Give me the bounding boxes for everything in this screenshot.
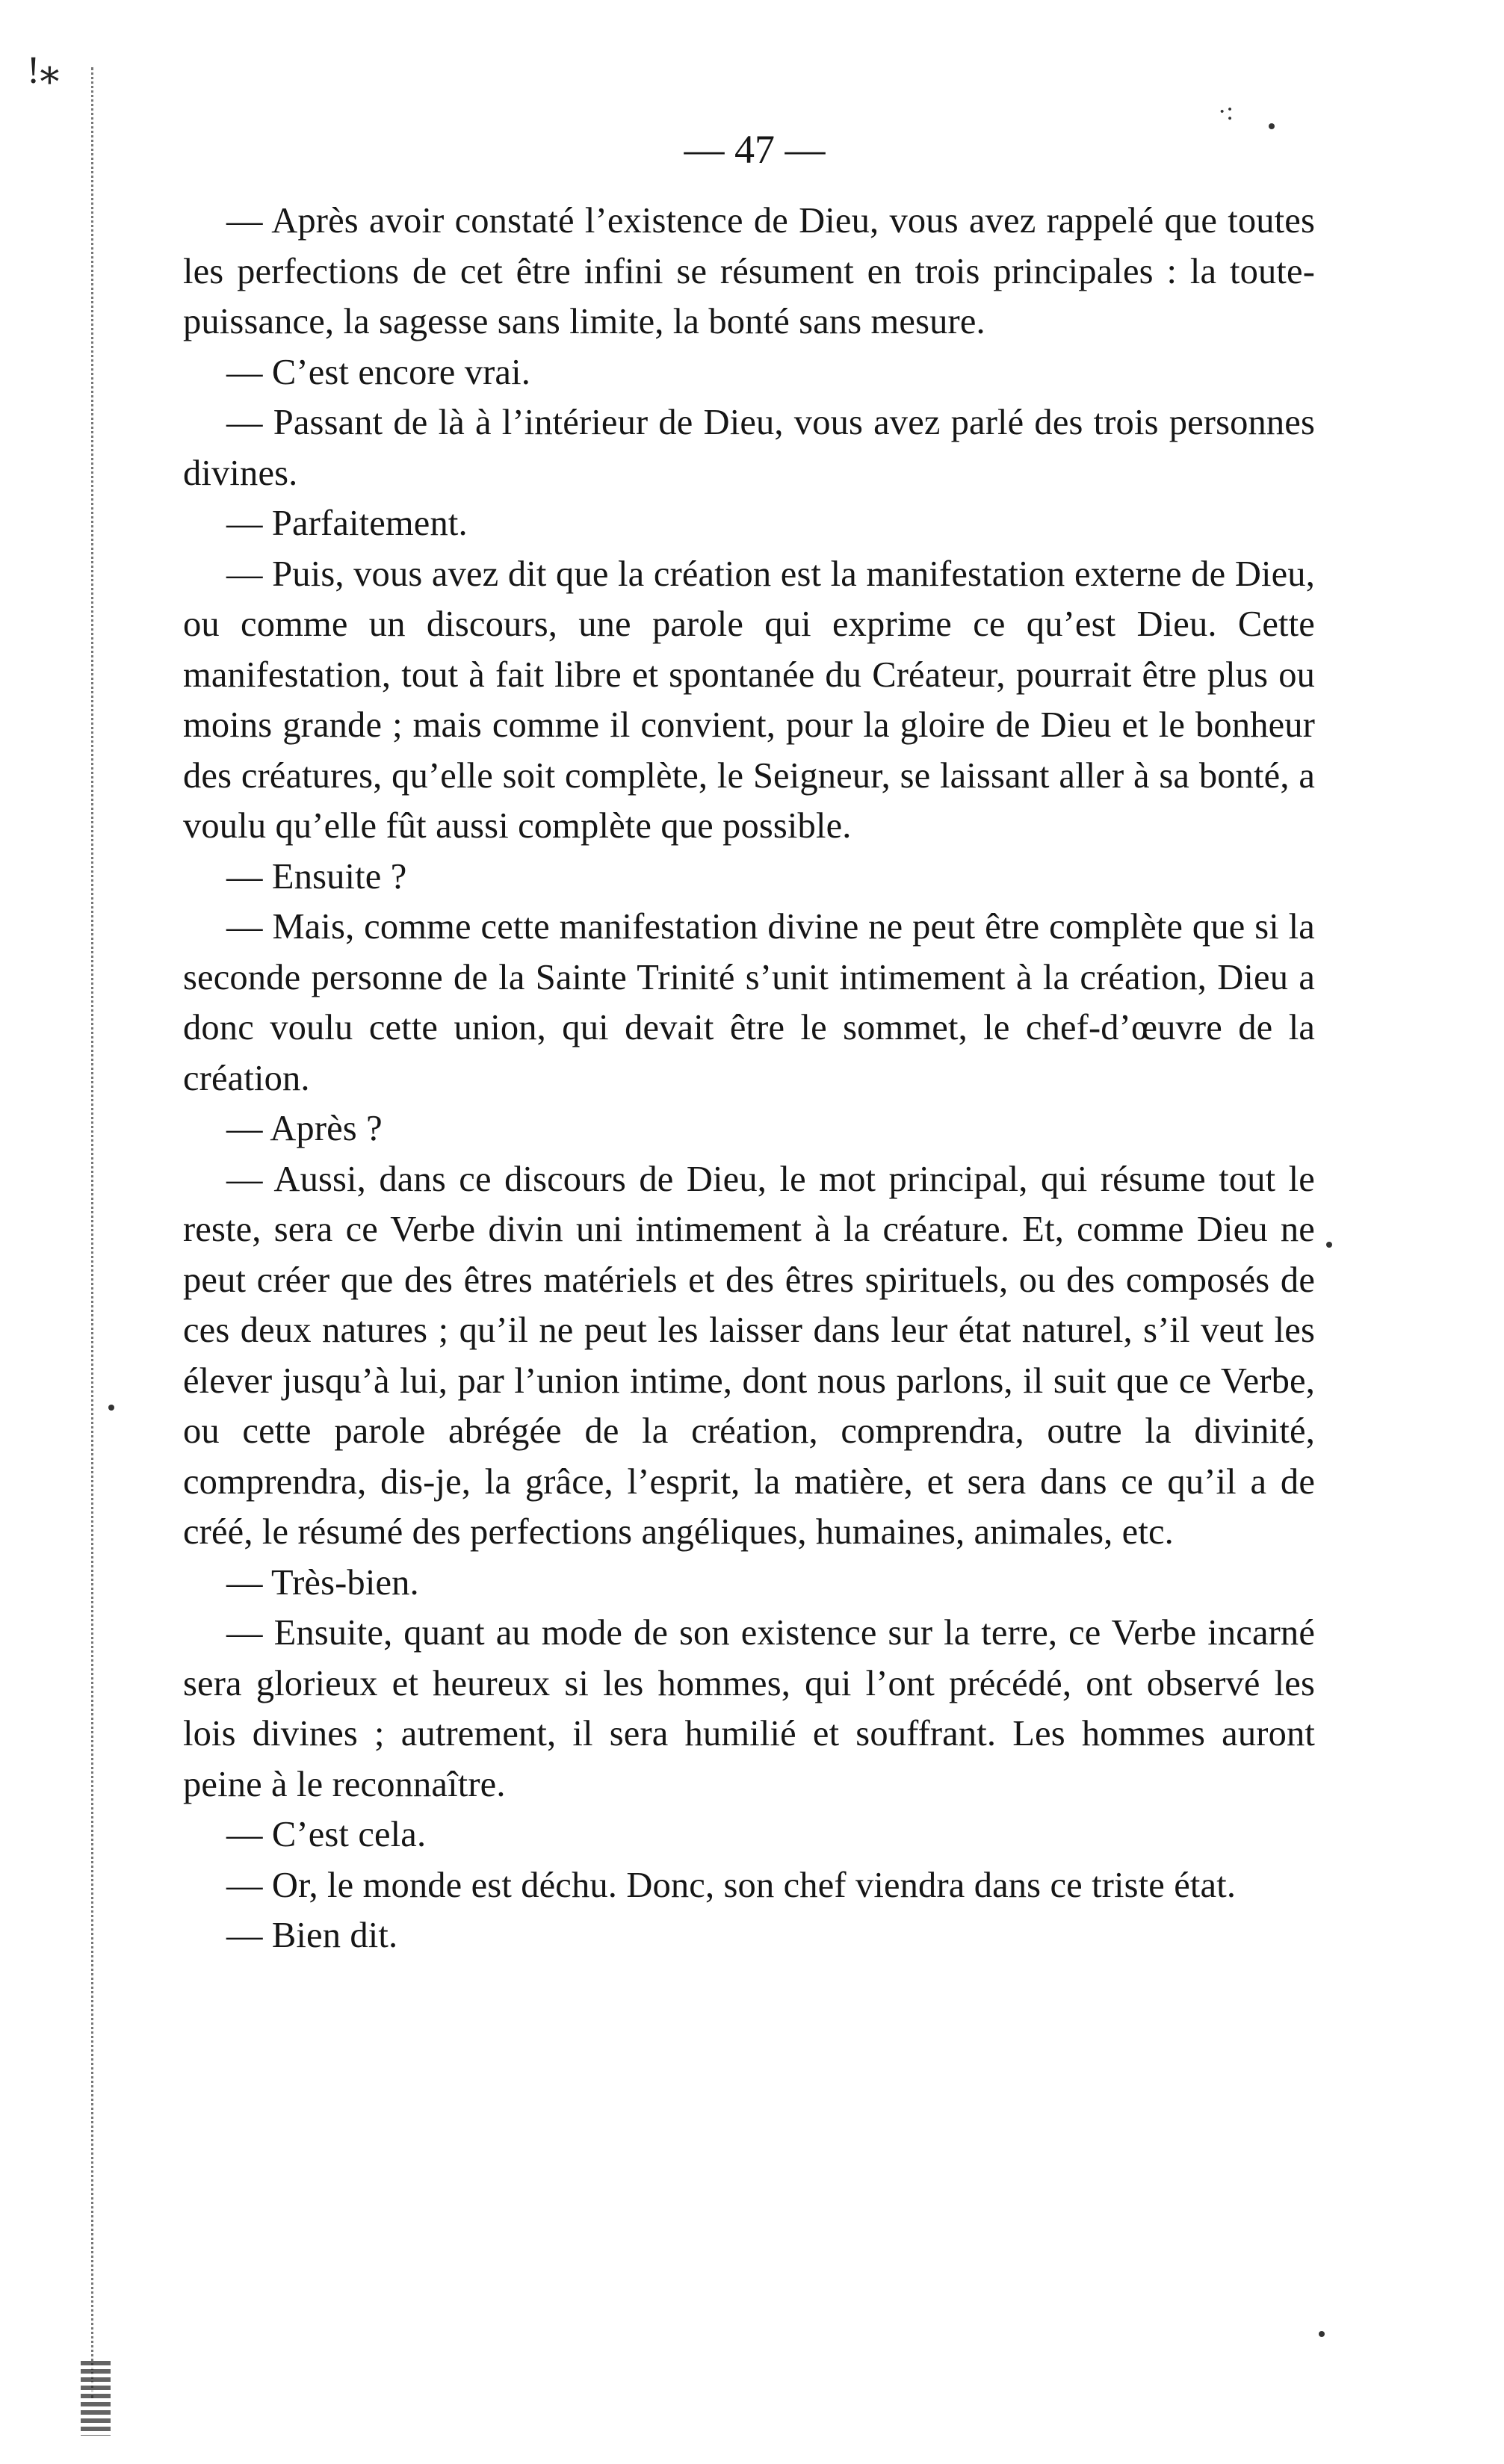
margin-speck — [1319, 2331, 1325, 2337]
paragraph-2: — C’est encore vrai. — [226, 352, 531, 392]
dialogue-text — [183, 196, 1315, 1961]
paragraph-1: — Après avoir constaté l’existence de Dieu, vous avez rappelé que toutes les perfections de cet être infini se résument en trois principales : la toute-puissance, la sagesse sans limite, la bonté sans mesure. — [183, 201, 1315, 341]
paragraph-8: — Après ? — [226, 1109, 383, 1148]
paragraph-4: — Parfaitement. — [226, 504, 468, 543]
binding-mark-top: !⁎ — [27, 49, 60, 92]
binding-edge-dots — [91, 67, 93, 2398]
page-number: — 47 — — [684, 127, 826, 172]
paragraph-12: — C’est cela. — [226, 1815, 427, 1854]
margin-speck — [1326, 1242, 1332, 1248]
paragraph-5: — Puis, vous avez dit que la création est la manifestation externe de Dieu, ou comme un discours, une parole qui exprime ce qu’est Dieu. Cette manifestation, tout à fait libre et spontanée du Créateur, pourrait être plus ou moins grande ; mais comme il convient, pour la gloire de Dieu et le bonheur des créatures, qu’elle soit complète, le Seigneur, se laissant aller à sa bonté, a voulu qu’elle fût aussi complète que possible. — [183, 554, 1315, 846]
paragraph-10: — Très-bien. — [226, 1562, 419, 1603]
margin-speck — [108, 1405, 114, 1411]
margin-mark: ·: — [1218, 98, 1234, 126]
paragraph-11: — Ensuite, quant au mode de son existence sur la terre, ce Verbe incarné sera glorieux et heureux si les hommes, qui l’ont précédé, ont observé les lois divines ; autrement, il sera humilié et souffrant. Les hommes auront peine à le reconnaître. — [183, 1613, 1315, 1804]
paragraph-13: — Or, le monde est déchu. Donc, son chef viendra dans ce triste état. — [226, 1865, 1237, 1905]
paragraph-9: — Aussi, dans ce discours de Dieu, le mot principal, qui résume tout le reste, sera ce Verbe divin uni intimement à la créature. Et, comme Dieu ne peut créer que des êtres matériels et des êtres spirituels, ou des composés de ces deux natures ; qu’il ne peut les laisser dans leur état naturel, s’il veut les élever jusqu’à lui, par l’union intime, dont nous parlons, il suit que ce Verbe, ou cette parole abrégée de la création, comprendra, outre la divinité, comprendra, dis-je, la grâce, l’esprit, la matière, et sera dans ce qu’il a de créé, le résumé des perfections angéliques, humaines, animales, etc. — [183, 1159, 1315, 1552]
paragraph-7: — Mais, comme cette manifestation divine ne peut être complète que si la seconde personne de la Sainte Trinité s’unit intimement à la création, Dieu a donc voulu cette union, qui devait être le sommet, le chef-d’œuvre de la création. — [183, 907, 1315, 1098]
paragraph-14: — Bien dit. — [226, 1916, 398, 1955]
paragraph-6: — Ensuite ? — [226, 856, 407, 897]
paragraph-3: — Passant de là à l’intérieur de Dieu, vous avez parlé des trois personnes divines. — [183, 403, 1315, 493]
binding-mark-bottom — [81, 2361, 111, 2436]
